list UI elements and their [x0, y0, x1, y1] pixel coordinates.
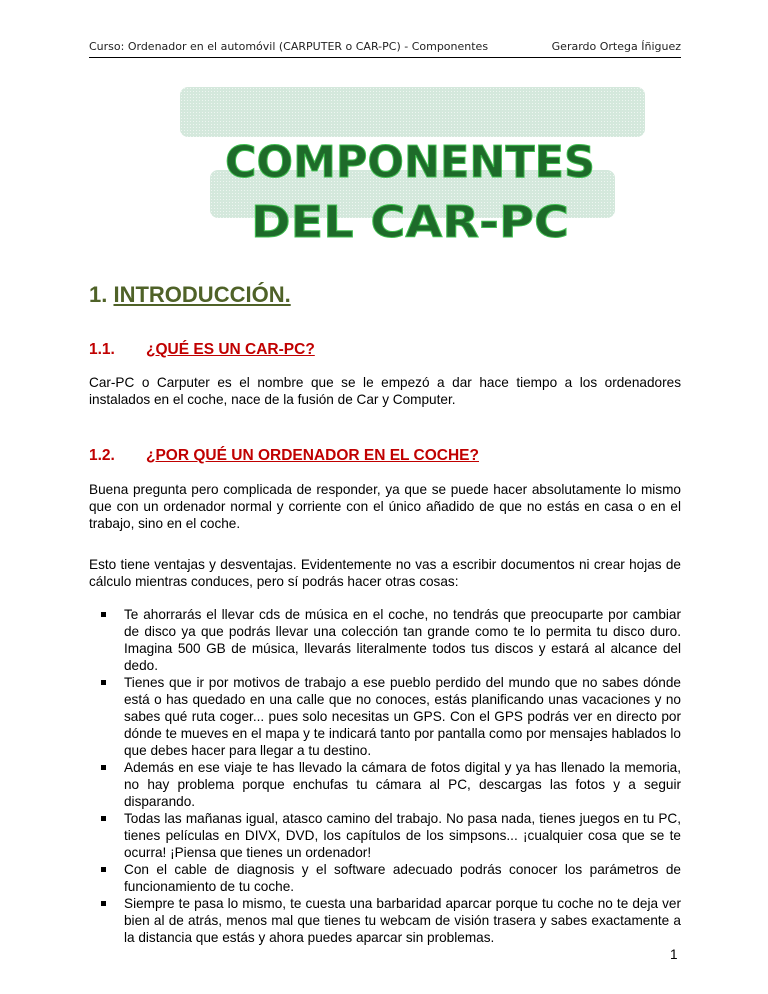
heading-introduccion — [89, 282, 681, 308]
heading-por-que — [89, 446, 681, 465]
paragraph: Buena pregunta pero complicada de responder, ya que se puede hacer absolutamente lo mismo que con un ordenador normal y corriente con el único añadido de que no estás en casa o en el trabajo, sino en el coche. — [89, 482, 681, 531]
heading-title: INTRODUCCIÓN. — [113, 282, 291, 307]
page-header — [89, 40, 681, 58]
document-body — [89, 282, 681, 946]
heading-que-es — [89, 340, 681, 359]
heading-number: 1.2. — [89, 447, 115, 464]
heading-title: ¿POR QUÉ UN ORDENADOR EN EL COCHE? — [146, 447, 479, 464]
logo-line1: COMPONENTES — [225, 137, 595, 188]
page-number: 1 — [670, 947, 678, 962]
heading-title: ¿QUÉ ES UN CAR-PC? — [146, 341, 315, 358]
paragraph: Car-PC o Carputer es el nombre que se le empezó a dar hace tiempo a los ordenadores instalados en el coche, nace de la fusión de Car y Computer. — [89, 375, 681, 407]
advantages-list — [89, 606, 681, 946]
list-item: Te ahorrarás el llevar cds de música en el coche, no tendrás que preocuparte por cambiar de disco ya que podrás llevar una colección tan grande como te lo permita tu disco duro. Imagina 500 GB de música, llevarás literalmente todos tus discos y estará al alcance del dedo. — [89, 606, 681, 674]
list-item: Tienes que ir por motivos de trabajo a ese pueblo perdido del mundo que no sabes dónde está o has quedado en una calle que no conoces, estás planificando unas vacaciones y no sabes qué ruta coger... pues solo necesitas un GPS. Con el GPS podrás ver en directo por dónde te mueves en el mapa y te indicará tanto por pantalla como por mensajes hablados lo que debes hacer para llegar a tu destino. — [89, 674, 681, 759]
title-logo — [178, 82, 648, 242]
list-item: Con el cable de diagnosis y el software adecuado podrás conocer los parámetros de funcionamiento de tu coche. — [89, 861, 681, 895]
paragraph: Esto tiene ventajas y desventajas. Evidentemente no vas a escribir documentos ni crear hojas de cálculo mientras conduces, pero sí podrás hacer otras cosas: — [89, 557, 681, 589]
list-item: Siempre te pasa lo mismo, te cuesta una barbaridad aparcar porque tu coche no te deja ver bien al de atrás, menos mal que tienes tu webcam de visión trasera y sabes exactamente a la distancia que estás y ahora puedes aparcar sin problemas. — [89, 895, 681, 946]
list-item: Además en ese viaje te has llevado la cámara de fotos digital y ya has llenado la memoria, no hay problema porque enchufas tu cámara al PC, descargas las fotos y a seguir disparando. — [89, 759, 681, 810]
header-course-title: Curso: Ordenador en el automóvil (CARPUTER o CAR-PC) - Componentes — [89, 40, 489, 53]
heading-number: 1.1. — [89, 341, 115, 358]
list-item: Todas las mañanas igual, atasco camino del trabajo. No pasa nada, tienes juegos en tu PC, tienes películas en DIVX, DVD, los capítulos de los simpsons... ¡cualquier cosa que se te ocurra! ¡Piensa que tienes un ordenador! — [89, 810, 681, 861]
heading-number: 1. — [89, 282, 108, 307]
logo-line2: DEL CAR-PC — [251, 197, 569, 242]
header-author: Gerardo Ortega Íñiguez — [551, 40, 681, 53]
